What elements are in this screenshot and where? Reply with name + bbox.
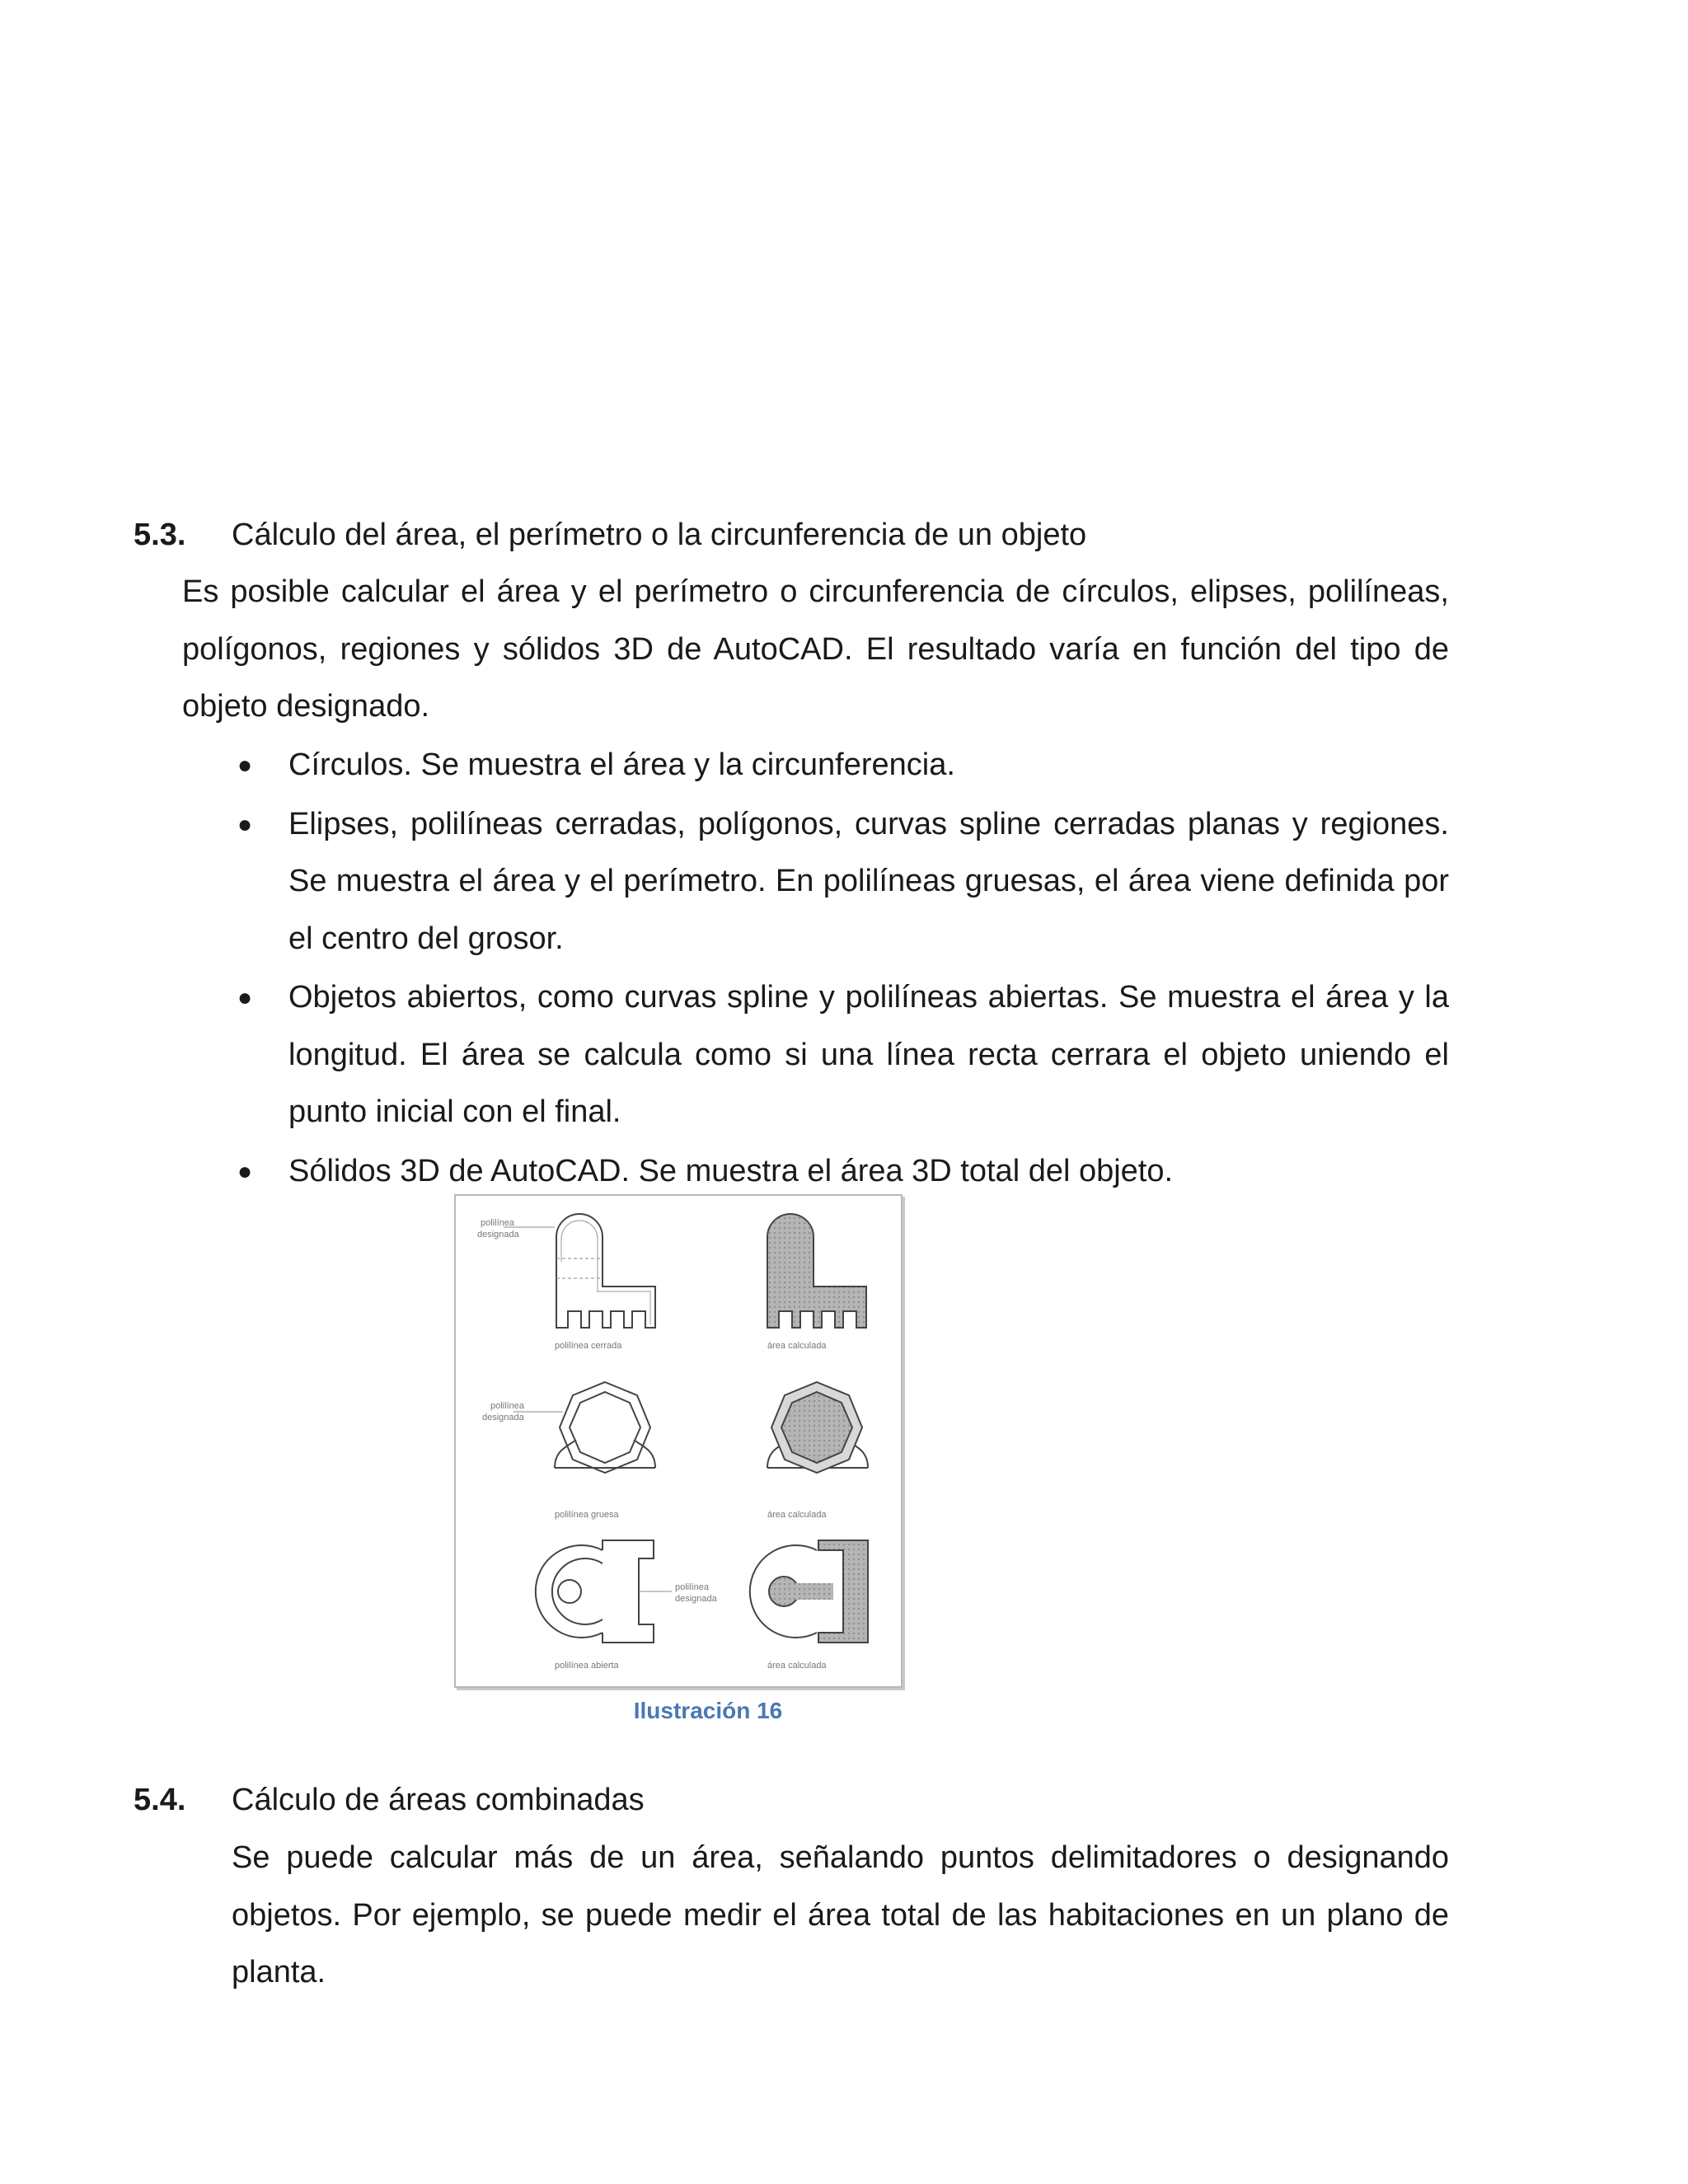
section-5-4-intro: Se puede calcular más de un área, señalando puntos delimitadores o designando objetos. Por ejemplo, se puede medir el área total de las habitaciones en un plano de planta. xyxy=(232,1840,1449,1990)
bullet-icon: ● xyxy=(237,752,253,779)
fig-label-area-calculada: área calculada xyxy=(767,1661,827,1671)
list-item: ● Círculos. Se muestra el área y la circunferencia. xyxy=(234,737,1449,794)
bullet-list xyxy=(234,737,1449,1202)
fig-label-area-calculada: área calculada xyxy=(767,1510,827,1520)
fig-label-pol-abierta: polilínea abierta xyxy=(555,1661,619,1671)
thick-polyline-area-shape xyxy=(767,1382,868,1473)
section-5-3-intro: Es posible calcular el área y el perímetro o circunferencia de círculos, elipses, polilíneas, polígonos, regiones y sólidos 3D de AutoCAD. El resultado varía en función del tipo de objeto designado. xyxy=(182,574,1449,724)
thick-polyline-shape xyxy=(513,1382,655,1473)
section-number: 5.3. xyxy=(134,518,186,552)
open-polyline-area-shape xyxy=(750,1540,868,1643)
fig-label-pol-designada: polilínea xyxy=(675,1582,709,1592)
closed-polyline-area-shape xyxy=(767,1214,866,1328)
fig-label-pol-designada: designada xyxy=(477,1230,519,1240)
open-polyline-shape xyxy=(536,1540,672,1643)
figure-caption: Ilustración 16 xyxy=(633,1698,783,1723)
section-number: 5.4. xyxy=(134,1783,186,1817)
fig-label-pol-designada: polilínea xyxy=(481,1218,514,1228)
fig-label-pol-gruesa: polilínea gruesa xyxy=(555,1510,619,1520)
list-item: ● Sólidos 3D de AutoCAD. Se muestra el área 3D total del objeto. xyxy=(234,1143,1449,1201)
closed-polyline-shape xyxy=(504,1214,655,1328)
fig-label-pol-designada: designada xyxy=(482,1413,524,1422)
illustration-drawing xyxy=(456,1196,901,1686)
fig-label-pol-designada: designada xyxy=(675,1594,717,1604)
bullet-icon: ● xyxy=(237,984,253,1011)
section-title: Cálculo de áreas combinadas xyxy=(232,1783,645,1817)
bullet-icon: ● xyxy=(237,810,253,838)
section-title: Cálculo del área, el perímetro o la circunferencia de un objeto xyxy=(232,518,1087,552)
fig-label-pol-cerrada: polilínea cerrada xyxy=(555,1341,622,1351)
area-illustration xyxy=(454,1194,903,1688)
bullet-icon: ● xyxy=(237,1157,253,1185)
list-item: ● Objetos abiertos, como curvas spline y polilíneas abiertas. Se muestra el área y la longitud. El área se calcula como si una línea recta cerrara el objeto uniendo el punto inicial con el final. xyxy=(234,969,1449,1141)
fig-label-pol-designada: polilínea xyxy=(490,1401,524,1411)
fig-label-area-calculada: área calculada xyxy=(767,1341,827,1351)
list-item: ● Elipses, polilíneas cerradas, polígonos, curvas spline cerradas planas y regiones. Se muestra el área y el perímetro. En polilíneas gruesas, el área viene definida por el centro del grosor. xyxy=(234,796,1449,968)
